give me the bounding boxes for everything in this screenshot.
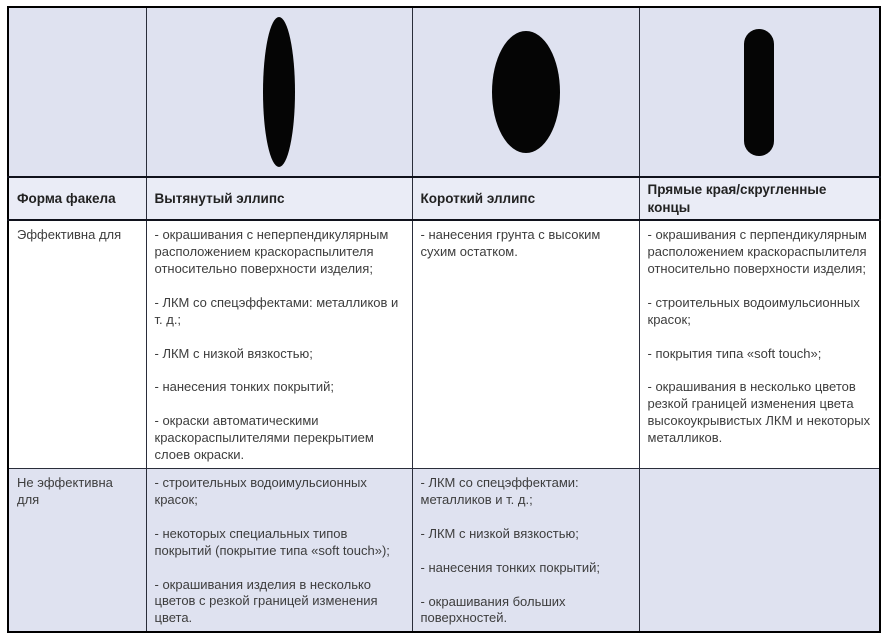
- shape-cell-elongated-ellipse: [146, 7, 412, 177]
- shape-cell-empty: [8, 7, 146, 177]
- short-ellipse-shape: [492, 31, 560, 153]
- spray-pattern-table: [7, 6, 881, 633]
- list-item: - строительных водоимульсионных красок;: [647, 294, 860, 327]
- not-effective-row-label: Не эффективна для: [8, 469, 146, 633]
- list-item: - окрашивания с неперпендикулярным расположением краскораспылителя относительно поверхности изделия;: [154, 227, 389, 276]
- shape-cell-capsule: [639, 7, 880, 177]
- list-item: - ЛКМ с низкой вязкостью;: [420, 525, 579, 541]
- not-effective-row: [8, 469, 880, 633]
- header-row: [8, 177, 880, 220]
- col-header-straight-edges: Прямые края/скругленные концы: [639, 177, 880, 220]
- shape-row: [8, 7, 880, 177]
- list-item: - окрашивания в несколько цветов резкой границей изменения цвета высокоукрывистых ЛКМ и некоторых металликов.: [647, 379, 871, 446]
- effective-cell-elongated-ellipse: [146, 220, 412, 468]
- list-item: - ЛКМ со спецэффектами: металликов и т. д.;: [154, 294, 399, 327]
- shape-cell-short-ellipse: [412, 7, 639, 177]
- list-item: - ЛКМ со спецэффектами: металликов и т. д.;: [420, 475, 579, 507]
- not-effective-cell-short-ellipse: [412, 469, 639, 633]
- list-item: - нанесения тонких покрытий;: [154, 379, 334, 395]
- list-item: - нанесения тонких покрытий;: [420, 559, 600, 575]
- effective-cell-short-ellipse: [412, 220, 639, 468]
- effective-row-label: Эффективна для: [8, 220, 146, 468]
- list-item: - окраски автоматическими краскораспылителями перекрытием слоев окраски.: [154, 413, 374, 463]
- effective-row: [8, 220, 880, 468]
- list-item: - покрытия типа «soft touch»;: [647, 345, 822, 361]
- col-header-short-ellipse: Короткий эллипс: [412, 177, 639, 220]
- effective-cell-straight-edges: [639, 220, 880, 468]
- list-item: - строительных водоимульсионных красок;: [154, 475, 367, 507]
- elongated-ellipse-shape: [263, 17, 295, 167]
- not-effective-cell-elongated-ellipse: [146, 469, 412, 633]
- list-item: - окрашивания больших поверхностей.: [420, 593, 566, 626]
- col-header-elongated-ellipse: Вытянутый эллипс: [146, 177, 412, 220]
- list-item: - ЛКМ с низкой вязкостью;: [154, 345, 313, 361]
- list-item: - окрашивания изделия в несколько цветов с резкой границей изменения цвета.: [154, 576, 378, 626]
- corner-header-label: Форма факела: [8, 177, 146, 220]
- list-item: - некоторых специальных типов покрытий (покрытие типа «soft touch»);: [154, 525, 390, 558]
- capsule-shape: [744, 29, 774, 156]
- list-item: - нанесения грунта с высоким сухим остатком.: [420, 227, 601, 259]
- list-item: - окрашивания с перпендикулярным расположением краскораспылителя относительно поверхности изделия;: [647, 227, 867, 276]
- not-effective-cell-straight-edges: [639, 469, 880, 633]
